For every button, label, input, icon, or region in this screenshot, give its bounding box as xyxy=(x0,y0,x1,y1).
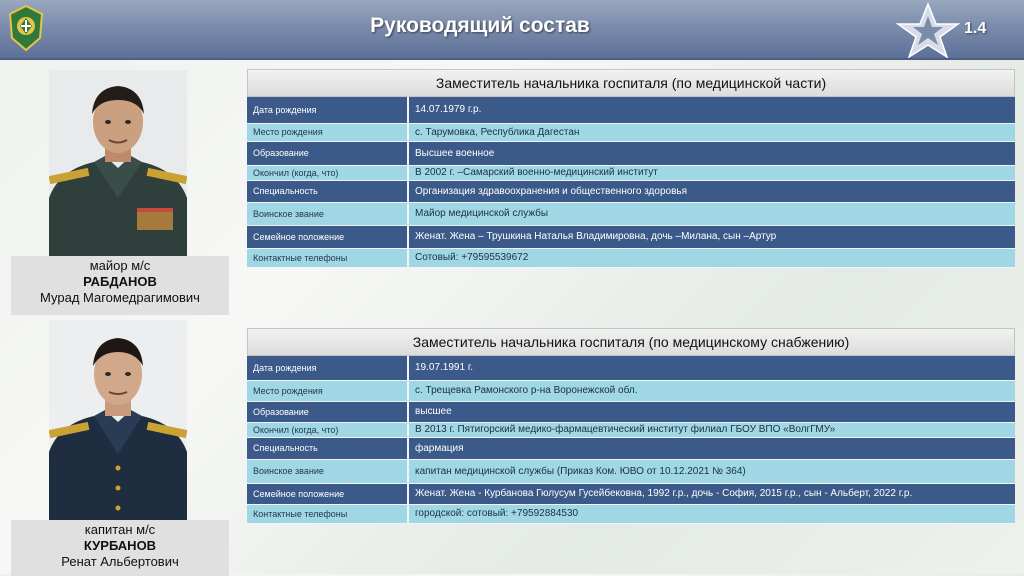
row-value: фармация xyxy=(408,437,1015,459)
info-table xyxy=(247,356,1015,524)
table-row xyxy=(247,97,1015,123)
row-value: 14.07.1979 г.р. xyxy=(408,97,1015,123)
table-row xyxy=(247,437,1015,459)
row-value: Женат. Жена - Курбанова Гюлусум Гусейбековна, 1992 г.р., дочь - София, 2015 г.р., сын - Альберт, 2022 г.р. xyxy=(408,483,1015,504)
table-row xyxy=(247,401,1015,422)
portrait-image xyxy=(49,70,187,256)
table-row xyxy=(247,483,1015,504)
table-row xyxy=(247,422,1015,437)
row-label: Семейное положение xyxy=(247,225,408,248)
portrait-photo xyxy=(49,320,187,520)
row-value: Сотовый: +79595539672 xyxy=(408,248,1015,267)
portrait-photo xyxy=(49,70,187,256)
table-row xyxy=(247,165,1015,180)
person-caption xyxy=(11,256,229,315)
row-value: высшее xyxy=(408,401,1015,422)
row-label: Специальность xyxy=(247,437,408,459)
person-given-names: Мурад Магомедрагимович xyxy=(40,290,200,305)
row-label: Специальность xyxy=(247,180,408,202)
person-surname: КУРБАНОВ xyxy=(83,538,157,553)
row-label: Контактные телефоны xyxy=(247,248,408,267)
row-value: капитан медицинской службы (Приказ Ком. ЮВО от 10.12.2021 № 364) xyxy=(408,459,1015,483)
person-rank: майор м/с xyxy=(89,258,151,273)
row-label: Образование xyxy=(247,141,408,165)
row-value: городской: сотовый: +79592884530 xyxy=(408,504,1015,523)
row-value: Женат. Жена – Трушкина Наталья Владимировна, дочь –Милана, сын –Артур xyxy=(408,225,1015,248)
person-given-names: Ренат Альбертович xyxy=(61,554,179,569)
person-surname: РАБДАНОВ xyxy=(83,274,157,289)
row-label: Семейное положение xyxy=(247,483,408,504)
table-row xyxy=(247,380,1015,401)
page-title: Руководящий состав xyxy=(370,14,590,37)
table-row xyxy=(247,356,1015,380)
table-row xyxy=(247,248,1015,267)
row-value: с. Тарумовка, Республика Дагестан xyxy=(408,123,1015,141)
table-row xyxy=(247,225,1015,248)
table-row xyxy=(247,202,1015,225)
person-rank: капитан м/с xyxy=(84,522,156,537)
row-label: Контактные телефоны xyxy=(247,504,408,523)
row-value: В 2002 г. –Самарский военно-медицинский институт xyxy=(408,165,1015,180)
person-caption xyxy=(11,520,229,576)
row-label: Окончил (когда, что) xyxy=(247,165,408,180)
row-label: Дата рождения xyxy=(247,356,408,380)
row-label: Место рождения xyxy=(247,380,408,401)
info-table xyxy=(247,97,1015,268)
row-value: с. Трещевка Рамонского р-на Воронежской обл. xyxy=(408,380,1015,401)
table-row xyxy=(247,123,1015,141)
section-title: Заместитель начальника госпиталя (по медицинскому снабжению) xyxy=(247,328,1015,356)
row-label: Воинское звание xyxy=(247,459,408,483)
table-row xyxy=(247,504,1015,523)
row-value: Организация здравоохранения и общественного здоровья xyxy=(408,180,1015,202)
table-row xyxy=(247,459,1015,483)
table-row xyxy=(247,180,1015,202)
row-label: Окончил (когда, что) xyxy=(247,422,408,437)
header-bar xyxy=(0,0,1024,60)
row-label: Образование xyxy=(247,401,408,422)
row-label: Воинское звание xyxy=(247,202,408,225)
row-value: Майор медицинской службы xyxy=(408,202,1015,225)
row-label: Дата рождения xyxy=(247,97,408,123)
row-value: 19.07.1991 г. xyxy=(408,356,1015,380)
portrait-image xyxy=(49,320,187,520)
info-section xyxy=(247,69,1015,268)
info-section xyxy=(247,328,1015,524)
row-value: Высшее военное xyxy=(408,141,1015,165)
section-title: Заместитель начальника госпиталя (по медицинской части) xyxy=(247,69,1015,97)
row-value: В 2013 г. Пятигорский медико-фармацевтический институт филиал ГБОУ ВПО «ВолгГМУ» xyxy=(408,422,1015,437)
row-label: Место рождения xyxy=(247,123,408,141)
page-number: 1.4 xyxy=(964,20,987,37)
table-row xyxy=(247,141,1015,165)
star-icon xyxy=(896,2,960,58)
